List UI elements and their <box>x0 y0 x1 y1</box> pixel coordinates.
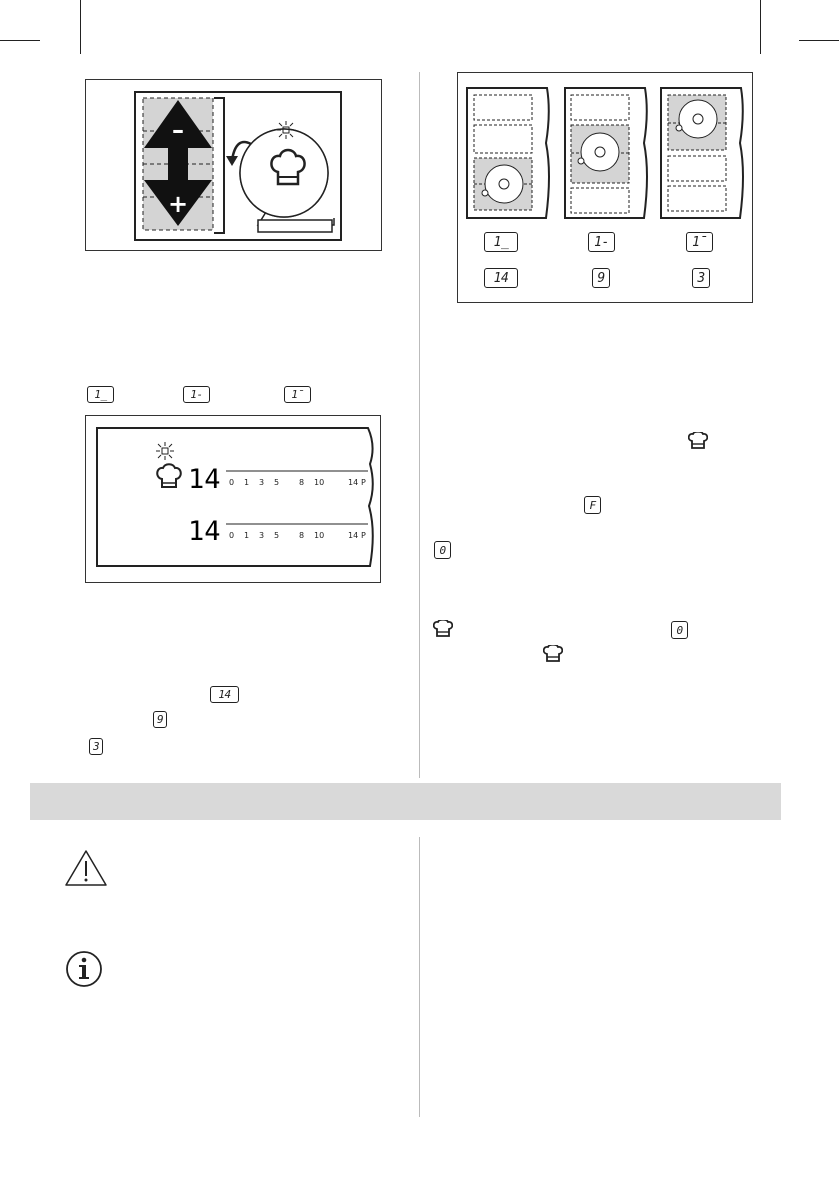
scale-label: 3 <box>259 478 265 487</box>
info-icon <box>65 950 103 988</box>
zone-panel-middle <box>565 88 647 218</box>
scale-label: 5 <box>274 531 280 540</box>
chef-hat-icon <box>543 645 563 665</box>
scale-label: 0 <box>229 531 235 540</box>
inline-level-9: 9 <box>153 711 167 728</box>
scale-label: 0 <box>229 478 235 487</box>
zone2-level: 14 <box>188 516 221 547</box>
row-indicator-top: 1¯ <box>284 386 311 403</box>
level-zero: 0 <box>434 541 451 559</box>
crop-mark <box>0 40 40 41</box>
warning-icon <box>64 849 108 887</box>
control-panel-drawing <box>86 80 381 250</box>
display-drawing <box>86 416 380 582</box>
zone-position-top: 1¯ <box>686 232 713 252</box>
error-code-f: F <box>584 496 601 514</box>
level-zero: 0 <box>671 621 688 639</box>
scale-label: P <box>361 531 366 540</box>
zone-level-middle: 9 <box>592 268 610 288</box>
scale-label: 3 <box>259 531 265 540</box>
scale-label: 10 <box>314 531 325 540</box>
row-indicator-middle: 1- <box>183 386 210 403</box>
scale-label: P <box>361 478 366 487</box>
inline-level-3: 3 <box>89 738 103 755</box>
scale-label: 10 <box>314 478 325 487</box>
inline-level-14: 14 <box>210 686 239 703</box>
crop-mark <box>760 0 761 54</box>
crop-mark <box>799 40 839 41</box>
plus-sign: + <box>167 190 189 218</box>
crop-mark <box>80 0 81 54</box>
zone-level-top: 3 <box>692 268 710 288</box>
column-divider <box>419 837 420 1117</box>
zone-panel-top <box>661 88 743 218</box>
scale-label: 1 <box>244 531 250 540</box>
scale-label: 1 <box>244 478 250 487</box>
column-divider <box>419 72 420 778</box>
scale-label: 14 <box>348 531 359 540</box>
scale-label: 8 <box>299 531 305 540</box>
zone-position-middle: 1- <box>588 232 615 252</box>
chef-hat-icon <box>688 432 708 452</box>
figure-display <box>85 415 381 583</box>
chef-hat-icon <box>433 620 453 640</box>
scale-label: 5 <box>274 478 280 487</box>
minus-sign: – <box>172 116 184 144</box>
section-heading-band <box>30 783 781 820</box>
zone-level-bottom: 14 <box>484 268 518 288</box>
figure-control-panel <box>85 79 382 251</box>
scale-label: 14 <box>348 478 359 487</box>
zone1-level: 14 <box>188 464 221 495</box>
row-indicator-bottom: 1_ <box>87 386 114 403</box>
scale-label: 8 <box>299 478 305 487</box>
zone-panel-bottom <box>467 88 549 218</box>
zone-position-bottom: 1_ <box>484 232 518 252</box>
